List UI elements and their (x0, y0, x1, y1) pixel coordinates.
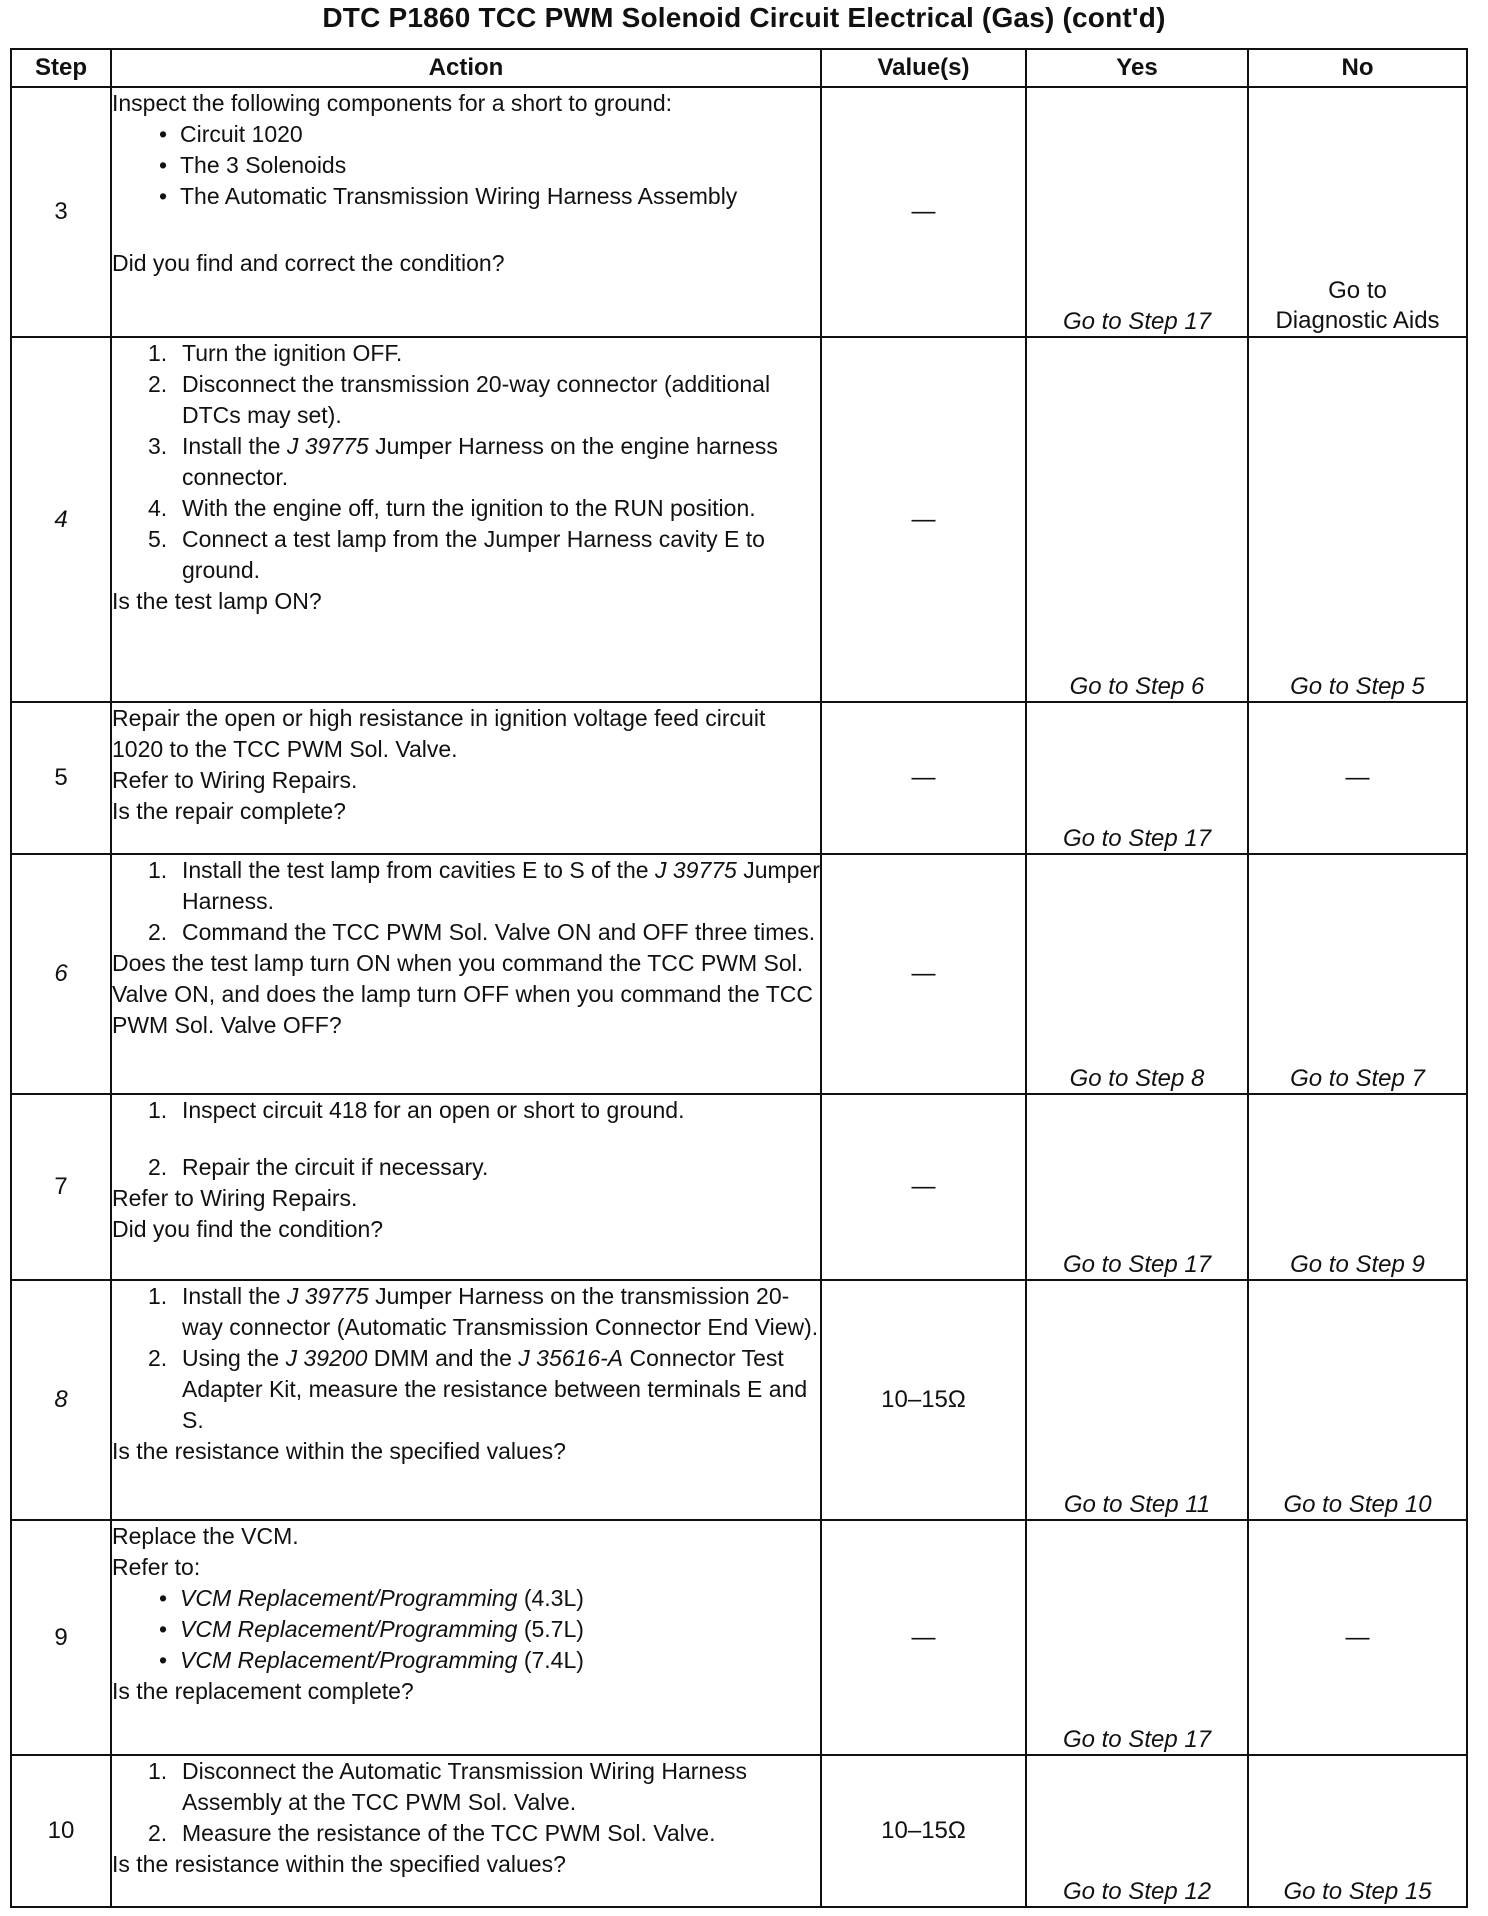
action-question: Did you find and correct the condition? (112, 250, 505, 276)
action-question: Did you find the condition? (112, 1216, 384, 1242)
no-cell: — (1248, 702, 1467, 854)
manual-reference: VCM Replacement/Programming (180, 1585, 518, 1611)
value-cell: — (821, 702, 1026, 854)
action-refer: Refer to: (112, 1554, 201, 1580)
action-question: Is the repair complete? (112, 798, 346, 824)
action-cell (111, 87, 821, 337)
manual-reference: VCM Replacement/Programming (180, 1616, 518, 1642)
bullet-item: • Circuit 1020 (112, 119, 820, 150)
manual-reference: VCM Replacement/Programming (180, 1647, 518, 1673)
yes-cell: Go to Step 17 (1026, 87, 1248, 337)
step-number: 4 (11, 337, 111, 702)
value-cell: — (821, 337, 1026, 702)
table-row-step-7 (11, 1094, 1467, 1280)
numbered-item: 2. Command the TCC PWM Sol. Valve ON and OFF three times. (148, 919, 816, 945)
no-cell: Go to Step 5 (1248, 337, 1467, 702)
numbered-item: 4. With the engine off, turn the ignition to the RUN position. (148, 495, 756, 521)
action-cell (111, 1280, 821, 1520)
step-number: 6 (11, 854, 111, 1094)
header-yes: Yes (1026, 49, 1248, 87)
numbered-item: 2. Measure the resistance of the TCC PWM Sol. Valve. (148, 1820, 716, 1846)
numbered-item: 1. Install the test lamp from cavities E to S of the J 39775 Jumper Harness. (148, 857, 820, 914)
action-text: Repair the open or high resistance in ignition voltage feed circuit 1020 to the TCC PWM Sol. Valve. (112, 705, 766, 762)
action-refer: Refer to Wiring Repairs. (112, 767, 358, 793)
page-title: DTC P1860 TCC PWM Solenoid Circuit Electrical (Gas) (cont'd) (322, 2, 1166, 33)
table-row-step-10 (11, 1755, 1467, 1907)
action-cell (111, 337, 821, 702)
action-cell (111, 702, 821, 854)
value-cell: — (821, 87, 1026, 337)
action-cell (111, 1094, 821, 1280)
table-row-step-9 (11, 1520, 1467, 1755)
tool-reference: J 39775 (286, 1283, 369, 1309)
value-cell: 10–15Ω (821, 1755, 1026, 1907)
numbered-item: 5. Connect a test lamp from the Jumper Harness cavity E to ground. (148, 526, 765, 583)
no-cell: Go to Step 9 (1248, 1094, 1467, 1280)
header-no: No (1248, 49, 1467, 87)
no-line-2: Diagnostic Aids (1275, 307, 1440, 334)
table-header-row (11, 49, 1467, 87)
step-number: 3 (11, 87, 111, 337)
step-number: 7 (11, 1094, 111, 1280)
yes-cell: Go to Step 6 (1026, 337, 1248, 702)
table-row-step-8 (11, 1280, 1467, 1520)
header-step: Step (11, 49, 111, 87)
step-number: 10 (11, 1755, 111, 1907)
numbered-item: 1. Disconnect the Automatic Transmission Wiring Harness Assembly at the TCC PWM Sol. Valve. (148, 1758, 747, 1815)
diagnostic-table (10, 48, 1468, 1908)
action-cell (111, 854, 821, 1094)
no-cell (1248, 87, 1467, 337)
yes-cell: Go to Step 17 (1026, 1094, 1248, 1280)
action-cell (111, 1755, 821, 1907)
action-question: Does the test lamp turn ON when you command the TCC PWM Sol. Valve ON, and does the lamp turn OFF when you command the TCC PWM Sol. Valve OFF? (112, 950, 813, 1038)
yes-cell: Go to Step 12 (1026, 1755, 1248, 1907)
numbered-item: 3. Install the J 39775 Jumper Harness on the engine harness connector. (148, 433, 778, 490)
action-refer: Refer to Wiring Repairs. (112, 1185, 358, 1211)
tool-reference: J 39200 (285, 1345, 368, 1371)
table-row-step-3 (11, 87, 1467, 337)
bullet-item: • VCM Replacement/Programming (7.4L) (112, 1645, 820, 1676)
value-cell: — (821, 1094, 1026, 1280)
action-text: Replace the VCM. (112, 1523, 299, 1549)
action-intro: Inspect the following components for a short to ground: (112, 90, 672, 116)
numbered-item: 1. Inspect circuit 418 for an open or short to ground. (148, 1097, 685, 1123)
action-question: Is the replacement complete? (112, 1678, 414, 1704)
yes-cell: Go to Step 11 (1026, 1280, 1248, 1520)
bullet-item: • VCM Replacement/Programming (4.3L) (112, 1583, 820, 1614)
numbered-item: 1. Turn the ignition OFF. (148, 340, 403, 366)
no-cell: — (1248, 1520, 1467, 1755)
table-row-step-5 (11, 702, 1467, 854)
bullet-item: • The Automatic Transmission Wiring Harness Assembly (112, 181, 820, 212)
action-question: Is the test lamp ON? (112, 588, 322, 614)
value-cell: — (821, 854, 1026, 1094)
step-number: 5 (11, 702, 111, 854)
header-action: Action (111, 49, 821, 87)
numbered-item: 2. Using the J 39200 DMM and the J 35616-A Connector Test Adapter Kit, measure the resistance between terminals E and S. (148, 1345, 808, 1433)
tool-reference: J 39775 (286, 433, 369, 459)
action-question: Is the resistance within the specified values? (112, 1438, 566, 1464)
tool-reference: J 35616-A (518, 1345, 624, 1371)
no-cell: Go to Step 7 (1248, 854, 1467, 1094)
yes-cell: Go to Step 8 (1026, 854, 1248, 1094)
no-cell: Go to Step 10 (1248, 1280, 1467, 1520)
header-values: Value(s) (821, 49, 1026, 87)
numbered-item: 2. Repair the circuit if necessary. (148, 1154, 489, 1180)
numbered-item: 2. Disconnect the transmission 20-way connector (additional DTCs may set). (148, 371, 771, 428)
step-number: 9 (11, 1520, 111, 1755)
numbered-item: 1. Install the J 39775 Jumper Harness on the transmission 20-way connector (Automatic Transmission Connector End View). (148, 1283, 819, 1340)
bullet-item: • The 3 Solenoids (112, 150, 820, 181)
step-number: 8 (11, 1280, 111, 1520)
value-cell: 10–15Ω (821, 1280, 1026, 1520)
bullet-item: • VCM Replacement/Programming (5.7L) (112, 1614, 820, 1645)
tool-reference: J 39775 (654, 857, 737, 883)
table-row-step-6 (11, 854, 1467, 1094)
yes-cell: Go to Step 17 (1026, 702, 1248, 854)
action-question: Is the resistance within the specified values? (112, 1851, 566, 1877)
table-row-step-4 (11, 337, 1467, 702)
action-cell (111, 1520, 821, 1755)
value-cell: — (821, 1520, 1026, 1755)
yes-cell: Go to Step 17 (1026, 1520, 1248, 1755)
no-line-1: Go to (1328, 277, 1387, 304)
no-cell: Go to Step 15 (1248, 1755, 1467, 1907)
